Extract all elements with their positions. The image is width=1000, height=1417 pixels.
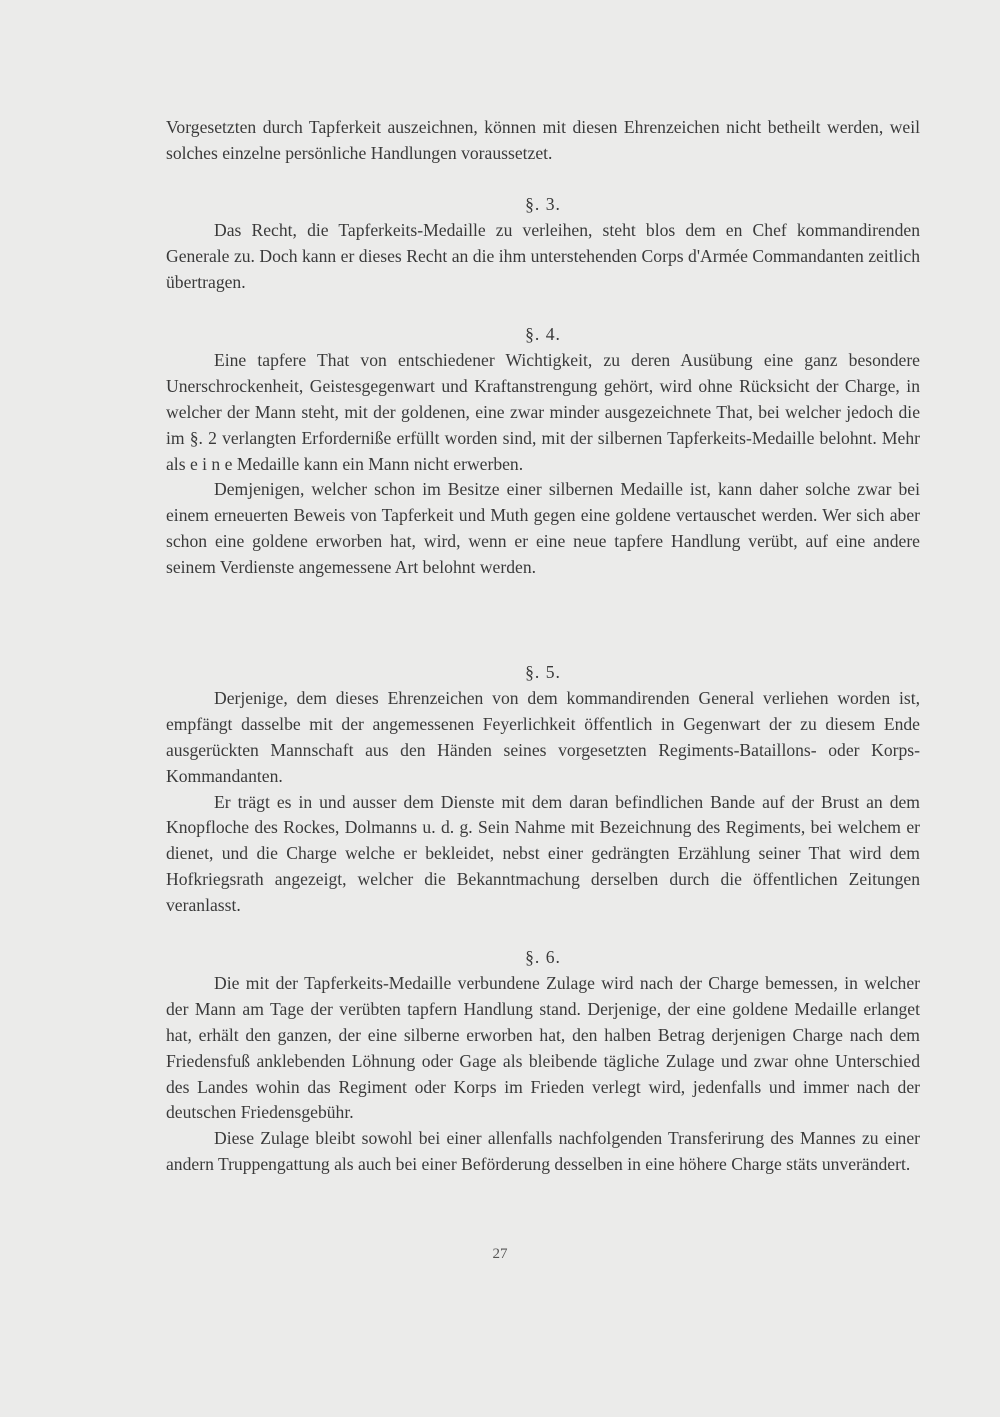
section-heading: §. 4. — [525, 324, 561, 344]
section-heading: §. 3. — [525, 194, 561, 214]
section-6 — [166, 945, 920, 1178]
paragraph: Die mit der Tapferkeits-Medaille verbundene Zulage wird nach der Charge bemessen, in welcher der Mann am Tage der verübten tapfern Handlung stand. Derjenige, der eine goldene Medaille erlanget hat, erhält den ganzen, der eine silberne erworben hat, den halben Betrag derjenigen Charge nach dem Friedensfuß anklebenden Löhnung oder Gage als bleibende tägliche Zulage und zwar ohne Unterschied des Landes wohin das Regiment oder Korps im Frieden verlegt wird, jedenfalls und immer nach der deutschen Friedensgebühr. — [166, 972, 920, 1123]
paragraph: Demjenigen, welcher schon im Besitze einer silbernen Medaille ist, kann daher solche zwar bei einem erneuerten Beweis von Tapferkeit und Muth gegen eine goldene vertauschet werden. Wer sich aber schon eine goldene erworben hat, wird, wenn er eine neue tapfere Handlung verübt, auf eine andere seinem Verdienste angemessene Art belohnt werden. — [166, 479, 920, 578]
text-block-top — [166, 115, 920, 167]
paragraph: Diese Zulage bleibt sowohl bei einer allenfalls nachfolgenden Transferirung des Mannes zu einer andern Truppengattung als auch bei einer Beförderung desselben in eine höhere Charge stäts unverändert. — [166, 1128, 920, 1175]
section-3 — [166, 192, 920, 296]
section-4 — [166, 322, 920, 581]
section-5 — [166, 660, 920, 919]
paragraph: Das Recht, die Tapferkeits-Medaille zu verleihen, steht blos dem en Chef kommandirenden Generale zu. Doch kann er dieses Recht an die ihm unterstehenden Corps d'Armée Commandanten zeitlich übertragen. — [166, 219, 920, 292]
section-heading: §. 5. — [525, 662, 561, 682]
section-heading: §. 6. — [525, 947, 561, 967]
paragraph: Eine tapfere That von entschiedener Wichtigkeit, zu deren Ausübung eine ganz besondere Unerschrockenheit, Geistesgegenwart und Kraftanstrengung gehört, wird ohne Rücksicht der Charge, in welcher der Mann steht, mit der goldenen, eine zwar minder ausgezeichnete That, bei welcher jedoch die im §. 2 verlangten Erforderniße erfüllt worden sind, mit der silbernen Tapferkeits-Medaille belohnt. Mehr als e i n e Medaille kann ein Mann nicht erwerben. — [166, 349, 920, 474]
page-number: 27 — [492, 1246, 508, 1262]
paragraph: Derjenige, dem dieses Ehrenzeichen von dem kommandirenden General verliehen worden ist, empfängt dasselbe mit der angemessenen Feyerlichkeit öffentlich in Gegenwart der zu diesem Ende ausgerückten Mannschaft aus den Händen seines vorgesetzten Regiments-Bataillons- oder Korps-Kommandanten. — [166, 687, 920, 786]
paragraph-continuation: Vorgesetzten durch Tapferkeit auszeichnen, können mit diesen Ehrenzeichen nicht betheilt werden, weil solches einzelne persönliche Handlungen voraussetzet. — [166, 117, 920, 163]
paragraph: Er trägt es in und ausser dem Dienste mit dem daran befindlichen Bande auf der Brust an dem Knopfloche des Rockes, Dolmanns u. d. g. Sein Nahme mit Bezeichnung des Regiments, bei welchem er dienet, und die Charge welche er bekleidet, nebst einer gedrängten Erzählung seiner That wird dem Hofkriegsrath angezeigt, welcher die Bekanntmachung derselben durch die öffentlichen Zeitungen veranlasst. — [166, 791, 920, 916]
